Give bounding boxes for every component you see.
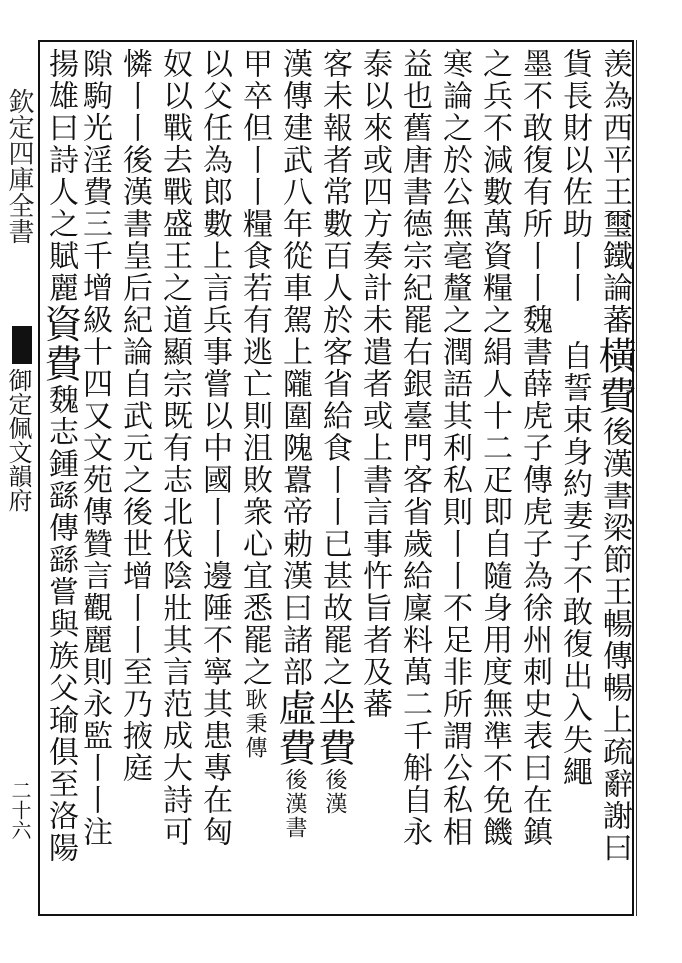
entry-heading: 坐費 bbox=[312, 688, 356, 768]
margin-header: 欽定四庫全書 bbox=[4, 88, 34, 244]
entry-note: 魏志鍾繇傳繇嘗與族父瑜俱至洛陽 bbox=[43, 384, 78, 864]
entry-note: 後漢書 bbox=[282, 768, 307, 840]
text-column bbox=[312, 48, 356, 816]
text-column bbox=[76, 48, 112, 848]
entry-heading: 虛費 bbox=[272, 688, 316, 768]
text-column bbox=[556, 48, 592, 788]
column-text: 奴以戰去戰盛王之道顯宗既有志北伐陰壯其言范成大詩可 bbox=[157, 48, 192, 848]
margin-strip bbox=[0, 40, 36, 916]
text-column bbox=[396, 48, 432, 848]
text-column bbox=[356, 48, 392, 720]
column-text: 客未報者常數百人於客省給食丨丨已甚故罷之 bbox=[317, 48, 352, 688]
text-column bbox=[236, 48, 272, 760]
column-text: 憐丨丨後漢書皇后紀論自武元之後世增丨丨至乃掖庭 bbox=[117, 48, 152, 784]
column-text: 泰以來或四方奏計未遣者或上書言事忤旨者及 bbox=[357, 48, 392, 688]
column-text: 之兵不減數萬資糧之絹人十二疋即自隨身用度無準不免饑 bbox=[477, 48, 512, 848]
entry-note: 自誓束身約妻子不敢復出入失繩 bbox=[557, 340, 592, 788]
page-number: 二十六 bbox=[8, 780, 32, 840]
entry-note: 後漢 bbox=[322, 768, 347, 816]
column-text: 揚雄曰詩人之賦麗 bbox=[43, 48, 78, 304]
column-text: 隙駒光淫費三千增級十四又文苑傳贊言觀麗則永監丨丨注 bbox=[77, 48, 112, 848]
text-column bbox=[116, 48, 152, 784]
text-column bbox=[196, 48, 232, 848]
text-column bbox=[38, 48, 82, 864]
book-title: 御定佩文韻府 bbox=[4, 368, 32, 512]
text-column bbox=[436, 48, 472, 848]
column-text: 漢傳建武八年從車駕上隴圍隗囂帝勅漢曰諸部 bbox=[277, 48, 312, 688]
column-text: 甲卒但丨丨糧食若有逃亡則沮敗衆心宜悉罷之 bbox=[237, 48, 272, 688]
column-text: 羡為西平王璽鐵論蕃 bbox=[597, 48, 632, 336]
text-column bbox=[476, 48, 512, 848]
text-column bbox=[272, 48, 316, 840]
entry-heading: 橫費 bbox=[592, 336, 636, 416]
entry-note: 後漢書梁節王暢傳暢上疏辭謝曰 bbox=[597, 416, 632, 864]
column-text: 蕃 bbox=[357, 688, 392, 720]
column-text: 寒論之於公無毫釐之潤語其利私則丨丨不足非所謂公私相 bbox=[437, 48, 472, 848]
entry-heading: 資費 bbox=[38, 304, 82, 384]
entry-note: 耿秉傳 bbox=[242, 688, 267, 760]
text-column bbox=[516, 48, 552, 848]
column-text: 墨不敢復有所丨丨魏書薛虎子傳虎子為徐州刺史表曰在鎮 bbox=[517, 48, 552, 848]
text-column bbox=[592, 48, 636, 864]
margin-fishtail-mark bbox=[12, 326, 32, 364]
column-text: 益也舊唐書德宗紀罷右銀臺門客省歲給廩料萬二千斛自永 bbox=[397, 48, 432, 848]
column-text: 以父任為郎數上言兵事嘗以中國丨丨邊陲不寧其患專在匈 bbox=[197, 48, 232, 848]
column-text: 貨長財以佐助丨丨 bbox=[557, 48, 592, 304]
text-column bbox=[156, 48, 192, 848]
column-divider bbox=[636, 40, 637, 916]
